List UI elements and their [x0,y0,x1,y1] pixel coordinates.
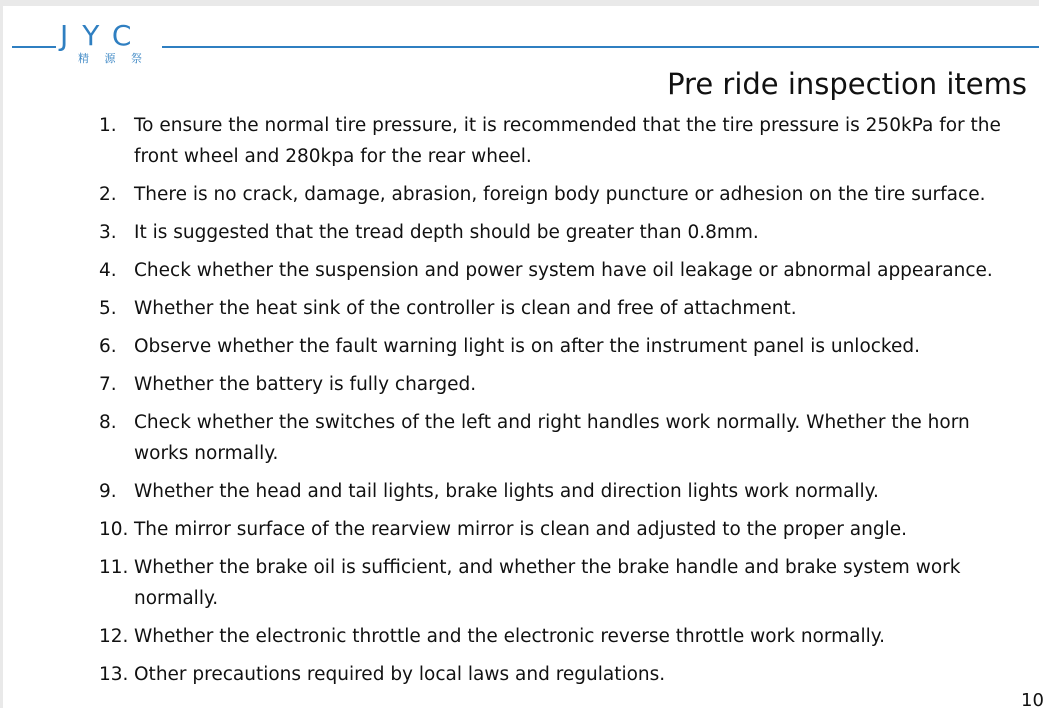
list-item [99,179,1029,210]
item-text: Other precautions required by local laws and regulations. [134,664,666,685]
list-item [99,476,1029,507]
item-number: 5. [99,298,117,319]
item-text: Check whether the suspension and power system have oil leakage or abnormal appearance. [134,260,993,281]
item-number: 11. [99,557,129,578]
logo-subtitle: 精 源 祭 [78,52,148,65]
item-text: Whether the heat sink of the controller is clean and free of attachment. [134,298,797,319]
page-top-border [0,0,1039,6]
item-text: It is suggested that the tread depth should be greater than 0.8mm. [134,222,759,243]
item-number: 9. [99,481,117,502]
company-logo [56,18,162,70]
list-item [99,331,1029,362]
item-text: Check whether the switches of the left and right handles work normally. Whether the horn works normally. [134,412,970,464]
page-left-border [0,0,3,708]
item-number: 3. [99,222,117,243]
list-item [99,552,1029,614]
item-number: 7. [99,374,117,395]
list-item [99,255,1029,286]
item-number: 1. [99,115,117,136]
list-item [99,293,1029,324]
item-text: The mirror surface of the rearview mirror is clean and adjusted to the proper angle. [134,519,907,540]
item-text: Whether the brake oil is sufficient, and whether the brake handle and brake system work normally. [134,557,961,609]
item-number: 12. [99,626,129,647]
list-item [99,369,1029,400]
item-number: 4. [99,260,117,281]
item-text: There is no crack, damage, abrasion, foreign body puncture or adhesion on the tire surface. [134,184,986,205]
logo-mark: JYC [60,19,146,52]
item-text: To ensure the normal tire pressure, it is recommended that the tire pressure is 250kPa for the front wheel and 280kpa for the rear wheel. [134,115,1001,167]
header-rule [12,46,1039,48]
page-number: 10 [1021,690,1044,711]
item-number: 2. [99,184,117,205]
item-number: 13. [99,664,129,685]
list-item [99,407,1029,469]
item-number: 6. [99,336,117,357]
inspection-list [99,110,1029,697]
item-text: Whether the head and tail lights, brake lights and direction lights work normally. [134,481,879,502]
page-title: Pre ride inspection items [667,67,1027,101]
item-text: Observe whether the fault warning light is on after the instrument panel is unlocked. [134,336,920,357]
list-item [99,621,1029,652]
list-item [99,110,1029,172]
list-item [99,659,1029,690]
item-text: Whether the electronic throttle and the electronic reverse throttle work normally. [134,626,885,647]
list-item [99,514,1029,545]
item-number: 10. [99,519,129,540]
item-text: Whether the battery is fully charged. [134,374,477,395]
list-item [99,217,1029,248]
item-number: 8. [99,412,117,433]
